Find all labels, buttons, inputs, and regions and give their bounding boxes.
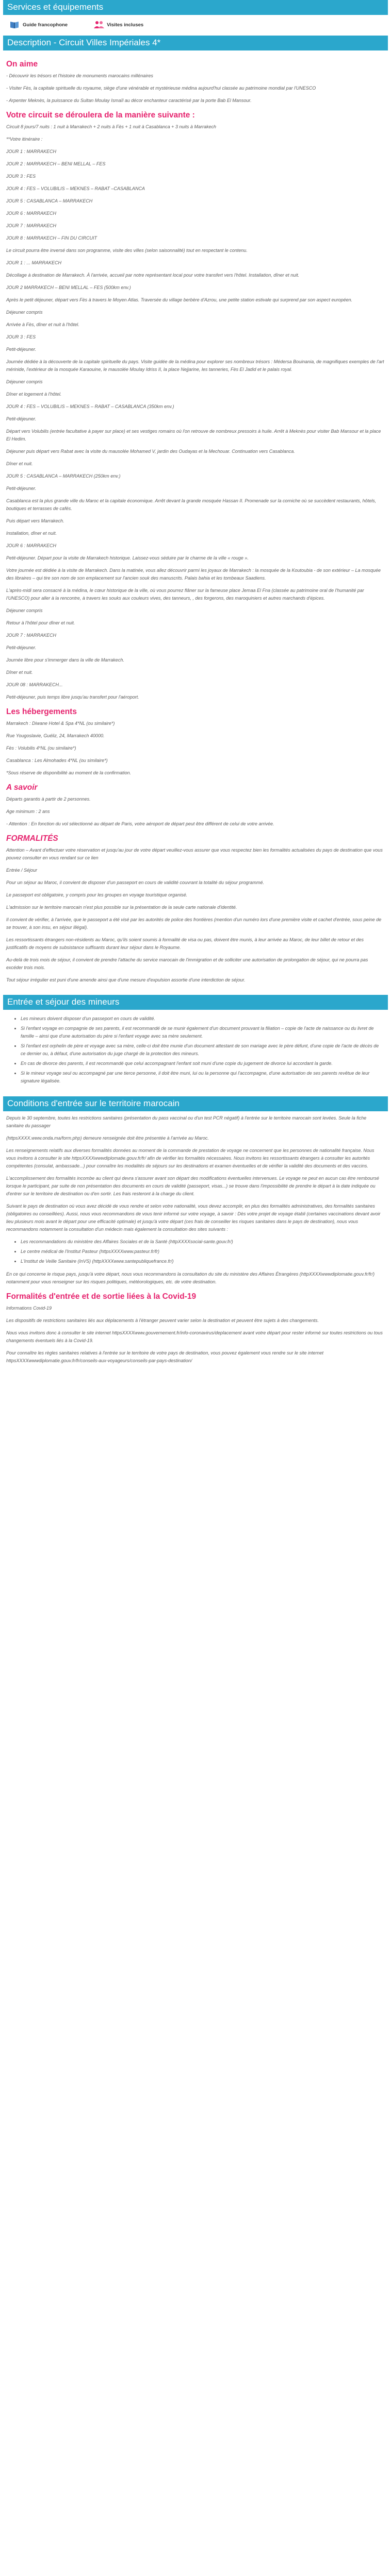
formalites-list	[6, 846, 385, 984]
paragraph: Fès : Volubilis 4*NL (ou similaire*)	[6, 745, 76, 751]
paragraph: Votre journée est dédiée à la visite de Marrakech. Dans la matinée, vous allez découvrir parmi les joyaux de Marrakech : la mosquée de la Koutoubia - de son extérieur – La mosquée des libraires – qui tire son nom de son emplacement sur l'ancien souk des manuscrits. Palais bahia et les tombeaux Saadiens.	[6, 568, 381, 581]
deroulement-title: Votre circuit se déroulera de la manière suivante :	[6, 111, 195, 120]
itinerary	[6, 123, 385, 701]
paragraph: Déjeuner compris	[6, 608, 43, 613]
paragraph: JOUR 2 MARRAKECH – BENI MELLAL – FES (500km env.)	[6, 285, 131, 290]
paragraph: (httpsXXXX.www.onda.ma/form.php) demeure renseignée doit être présentée à l'arrivée au Maroc.	[6, 1136, 209, 1141]
paragraph: Entrée / Séjour	[6, 868, 38, 873]
paragraph: Le passeport est obligatoire, y compris pour les groupes en voyage touristique organisé.	[6, 892, 188, 897]
description-header: Description - Circuit Villes Impériales 4*	[3, 36, 388, 50]
paragraph: Puis départ vers Marrakech.	[6, 518, 64, 523]
paragraph: Journée libre pour s'immerger dans la ville de Marrakech.	[6, 657, 124, 663]
paragraph: Suivant le pays de destination où vous avez décidé de vous rendre et selon votre nationalité, vous devez accomplir, en plus des formalités administratives, des formalités sanitaires (obligatoires ou conseillées). Aussi, nous vous recommandons de vous tenir informé sur votre voyage, à savoir : Dès votre projet de voyage établi (certaines vaccinations devant avoir lieu plusieurs mois avant le départ pour une efficacité optimale) et jusqu'à votre départ (ces frais de conseiller les risques sanitaires dans le pays de destination), nous vous recommandons notamment la consultation d'un médecin mais également la consultation des sites suivants :	[6, 1204, 381, 1232]
paragraph: Circuit 8 jours/7 nuits : 1 nuit à Marrakech + 2 nuits à Fès + 1 nuit à Casablanca + 3 nuits à Marrakech	[6, 124, 216, 129]
paragraph: Pour connaître les règles sanitaires relatives à l'entrée sur le territoire de votre pays de destination, vous pouvez également vous rendre sur le site internet httpsXXXXwwwdiplomatie.gouv.fr/fr/conseils-aux-voyageurs/conseils-par-pays-destination/	[6, 1350, 324, 1363]
paragraph: JOUR 4 : FES – VOLUBILIS – MEKNES – RABAT –CASABLANCA	[6, 186, 145, 191]
paragraph: JOUR 08 : MARRAKECH...	[6, 682, 63, 687]
paragraph: L'après-midi sera consacré à la médina, le cœur historique de la ville, où vous pourrez flâner sur la fameuse place Jemaa El Fna (classée au patrimoine oral de l'humanité par l'UNESCO) pour aller à la rencontre, à travers les souks aux couleurs vives, des tanneurs, , des forgerons, des maroquiniers et autres marchands d'épices.	[6, 588, 364, 601]
aime-item: - Arpenter Meknès, la puissance du Sultan Moulay Ismaïl au décor enchanteur caractérisé par la porte Bab El Mansour.	[6, 98, 252, 103]
paragraph: Déjeuner puis départ vers Rabat avec la visite du mausolée Mohamed V, jardin des Oudayas et la Mechouar. Continuation vers Casablanca.	[6, 449, 295, 454]
guide-icon	[9, 20, 20, 29]
paragraph: Casablanca : Les Almohades 4*NL (ou similaire*)	[6, 758, 108, 763]
paragraph: Installation, dîner et nuit.	[6, 531, 57, 536]
paragraph: Les dispositifs de restrictions sanitaires liés aux déplacements à l'étranger peuvent varier selon la destination et peuvent être sujets à des changements.	[6, 1318, 319, 1323]
hebergements-list	[6, 720, 385, 777]
a-savoir-title: A savoir	[6, 783, 38, 792]
paragraph: Casablanca est la plus grande ville du Maroc et la capitale économique. Arrêt devant la grande mosquée Hassan II. Promenade sur la corniche où se succèdent restaurants, hôtels, boutiques et terrasses de cafés.	[6, 498, 377, 511]
list-item: • En cas de divorce des parents, il est recommandé que celui accompagnant l'enfant soit muni d'une copie du jugement de divorce lui accordant la garde.	[21, 1060, 385, 1067]
paragraph: Arrivée à Fès, dîner et nuit à l'hôtel.	[6, 322, 79, 327]
paragraph: JOUR 1 : MARRAKECH	[6, 149, 57, 154]
paragraph: JOUR 1 : ... MARRAKECH	[6, 260, 62, 265]
paragraph: L'accomplissement des formalités incombe au client qui devra s'assurer avant son départ des modifications éventuelles intervenues. Le voyage ne peut en aucun cas être remboursé lorsque le participant, par suite de non présentation des documents en cours de validité (passeport, visas...) se trouve dans l'impossibilité de prendre le départ à la date indiquée ou d'entrer sur le territoire de destination ou d'en sortir. Les frais resteront à la charge du client.	[6, 1176, 379, 1196]
paragraph: L'admission sur le territoire marocain n'est plus possible sur la présentation de la seule carte nationale d'identité.	[6, 905, 237, 910]
covid-list	[6, 1304, 385, 1365]
list-item: • Les recommandations du ministère des Affaires Sociales et de la Santé (httpXXXXsocial-sante.gouv.fr/)	[21, 1238, 385, 1246]
covid-title: Formalités d'entrée et de sortie liées à la Covid-19	[6, 1292, 197, 1301]
mineurs-header: Entrée et séjour des mineurs	[3, 995, 388, 1010]
paragraph: Les ressortissants étrangers non-résidents au Maroc, qu'ils soient soumis à formalité de visa ou pas, doivent être munis, à leur arrivée au Maroc, de leur billet de retour et des justificatifs de moyens de subsistance suffisants durant leur séjour dans le Royaume.	[6, 937, 364, 950]
mineurs-list	[21, 1015, 385, 1085]
on-aime-title: On aime	[6, 60, 38, 69]
paragraph: Pour un séjour au Maroc, il convient de disposer d'un passeport en cours de validité couvrant la totalité du séjour programmé.	[6, 880, 264, 885]
paragraph: Petit-déjeuner, puis temps libre jusqu'au transfert pour l'aéroport.	[6, 694, 139, 700]
services-header: Services et équipements	[3, 0, 388, 15]
paragraph: Rue Yougoslavie, Guéliz, 24, Marrakech 40000.	[6, 733, 105, 738]
paragraph: Petit-déjeuner.	[6, 645, 37, 650]
paragraph: Petit-déjeuner.	[6, 347, 37, 352]
paragraph: Marrakech : Diwane Hotel & Spa 4*NL (ou similaire*)	[6, 721, 115, 726]
service-visits	[93, 20, 143, 29]
hebergements-title: Les hébergements	[6, 707, 77, 716]
paragraph: JOUR 3 : FES	[6, 334, 36, 340]
paragraph: Tout séjour irrégulier est puni d'une amende ainsi que d'une mesure d'expulsion assortie d'une interdiction de séjour.	[6, 977, 246, 982]
paragraph: *Sous réserve de disponibilité au moment de la confirmation.	[6, 770, 132, 775]
services-list	[3, 15, 388, 36]
paragraph: Petit-déjeuner.	[6, 416, 37, 421]
mineurs-body	[3, 1010, 388, 1096]
paragraph: JOUR 8 : MARRAKECH – FIN DU CIRCUIT	[6, 235, 97, 241]
paragraph: **Votre itinéraire :	[6, 137, 43, 142]
paragraph: Dîner et logement à l'hôtel.	[6, 392, 62, 397]
aime-item: - Découvrir les trésors et l'histoire de monuments marocains millénaires	[6, 73, 153, 78]
paragraph: Age minimum : 2 ans	[6, 809, 50, 814]
conditions-header: Conditions d'entrée sur le territoire marocain	[3, 1096, 388, 1111]
paragraph: JOUR 6 : MARRAKECH	[6, 211, 57, 216]
paragraph: En ce qui concerne le risque pays, jusqu'à votre départ, nous vous recommandons la consultation du site du ministère des Affaires Étrangères (httpXXXXwwwdiplomatie.gouv.fr/fr/) notamment pour vous renseigner sur les risques politiques, météorologiques, etc. de votre destination.	[6, 1272, 375, 1284]
visit-icon	[93, 20, 104, 29]
paragraph: Dîner et nuit.	[6, 461, 33, 466]
list-item: • Si l'enfant voyage en compagnie de ses parents, il est recommandé de se munir également d'un document prouvant la filiation – copie de l'acte de naissance ou du livret de famille – ainsi que d'une autorisation du père si l'enfant voyage avec sa mère seulement.	[21, 1025, 385, 1040]
paragraph: - Attention : En fonction du vol sélectionné au départ de Paris, votre aéroport de départ peut être différent de celui de votre arrivée.	[6, 821, 274, 826]
paragraph: Retour à l'hôtel pour dîner et nuit.	[6, 620, 75, 625]
list-item: • Le centre médical de l'Institut Pasteur (httpsXXXXwww.pasteur.fr/fr)	[21, 1248, 385, 1256]
conditions-list	[6, 1114, 385, 1233]
paragraph: Attention – Avant d'effectuer votre réservation et jusqu'au jour de votre départ veuillez-vous assurer que vous respectez bien les formalités actualisées du pays de destination que vous pouvez consulter en vous rendant sur ce lien	[6, 848, 383, 860]
aime-item: - Visiter Fès, la capitale spirituelle du royaume, siège d'une vénérable et mystérieuse médina aujourd'hui classée au patrimoine mondial par l'UNESCO	[6, 86, 316, 91]
list-item: • Si l'enfant est orphelin de père et voyage avec sa mère, celle-ci doit être munie d'un document attestant de son mariage avec le père défunt, d'une copie de l'acte de décès de ce dernier ou, à défaut, d'une autorisation du juge chargé de la protection des mineurs.	[21, 1042, 385, 1058]
list-item: • L'Institut de Veille Sanitaire (InVS) (httpXXXXwww.santepubliquefrance.fr/)	[21, 1258, 385, 1265]
service-guide	[9, 20, 68, 29]
paragraph: Petit-déjeuner. Départ pour la visite de Marrakech historique. Laissez-vous séduire par le charme de la ville « rouge ».	[6, 555, 249, 561]
paragraph: JOUR 7 : MARRAKECH	[6, 633, 57, 638]
paragraph: Départ vers Volubilis (entrée facultative à payer sur place) et ses vestiges romains où l'on retrouve de nombreux pressoirs à huile. Arrêt à Meknès pour visiter Bab Mansour et la place El Hedim.	[6, 429, 381, 442]
paragraph: Il convient de vérifier, à l'arrivée, que le passeport a été visé par les autorités de police des frontières (mention d'un numéro lors d'une première visite et cachet d'entrée, sous peine de se trouver, à son insu, en séjour illégal).	[6, 917, 382, 930]
list-item: • Les mineurs doivent disposer d'un passeport en cours de validité.	[21, 1015, 385, 1023]
paragraph: Après le petit déjeuner, départ vers Fès à travers le Moyen Atlas. Traversée du village berbère d'Azrou, une petite station estivale qui surprend par son aspect européen.	[6, 297, 353, 302]
paragraph: JOUR 6 : MARRAKECH	[6, 543, 57, 548]
paragraph: JOUR 5 : CASABLANCA – MARRAKECH	[6, 198, 93, 204]
paragraph: Informations Covid-19	[6, 1306, 52, 1311]
paragraph: Déjeuner compris	[6, 379, 43, 384]
a-savoir-list	[6, 795, 385, 828]
description-body	[3, 50, 388, 995]
paragraph: Dîner et nuit.	[6, 670, 33, 675]
service-label: Guide francophone	[23, 22, 68, 28]
paragraph: JOUR 3 : FES	[6, 174, 36, 179]
paragraph: Au-delà de trois mois de séjour, il convient de prendre l'attache du service marocain de l'immigration et de solliciter une autorisation de prolongation de séjour, qui ne pourra pas excéder trois mois.	[6, 957, 368, 970]
conditions-after	[6, 1270, 385, 1286]
paragraph: Petit-déjeuner.	[6, 486, 37, 491]
paragraph: Le circuit pourra être inversé dans son programme, visite des villes (selon saisonnalité) tout en respectant le contenu.	[6, 248, 248, 253]
paragraph: Déjeuner compris	[6, 310, 43, 315]
paragraph: JOUR 5 : CASABLANCA – MARRAKECH (250km env.)	[6, 473, 121, 479]
paragraph: Nous vous invitons donc à consulter le site internet httpsXXXXwww.gouvernement.fr/info-coronavirus/deplacement avant votre départ pour rester informé sur toutes restrictions ou tous changements éventuels liés à la Covid-19.	[6, 1330, 383, 1343]
conditions-links	[21, 1238, 385, 1265]
formalites-title: FORMALITÉS	[6, 834, 58, 843]
conditions-body	[3, 1111, 388, 1376]
paragraph: JOUR 2 : MARRAKECH – BENI MELLAL – FES	[6, 161, 106, 166]
paragraph: Les renseignements relatifs aux diverses formalités données au moment de la commande de prestation de voyage ne concernent que les personnes de nationalité française. Nous vous invitons à consulter le site httpsXXXXwwwdiplomatie.gouv.fr/fr/ afin de vérifier les formalités nécessaires. Nous invitons les ressortissants étrangers à consulter les autorités compétentes (consulat, ambassade...) pour connaître les modalités de séjours sur les destinations et examen éventuelles et de vérifier la validité des documents et des vaccins.	[6, 1148, 374, 1168]
paragraph: Décollage à destination de Marrakech. À l'arrivée, accueil par notre représentant local pour votre transfert vers l'hôtel. Installation, dîner et nuit.	[6, 273, 300, 278]
paragraph: Départs garantis à partir de 2 personnes.	[6, 796, 91, 802]
paragraph: JOUR 7 : MARRAKECH	[6, 223, 57, 228]
paragraph: Depuis le 30 septembre, toutes les restrictions sanitaires (présentation du pass vaccinal ou d'un test PCR négatif) à l'entrée sur le territoire marocain sont levées. Seule la fiche sanitaire du passager	[6, 1115, 367, 1128]
paragraph: JOUR 4 : FES – VOLUBILIS – MEKNES – RABAT – CASABLANCA (350km env.)	[6, 404, 174, 409]
service-label: Visites incluses	[107, 22, 144, 28]
paragraph: Journée dédiée à la découverte de la capitale spirituelle du pays. Visite guidée de la médina pour explorer ses nombreux trésors : Médersa Bouinania, de magnifiques exemples de l'art mérinide, l'extérieur de la mosquée Karaouine, le mausolée Moulay Idriss II, la place Nejjarine, les tanneries, Fès El Jadid et le palais royal.	[6, 359, 384, 372]
list-item: • Si le mineur voyage seul ou accompagné par une tierce personne, il doit être muni, lui ou la personne qui l'accompagne, d'une autorisation de ses parents revêtue de leur signature légalisée.	[21, 1070, 385, 1085]
